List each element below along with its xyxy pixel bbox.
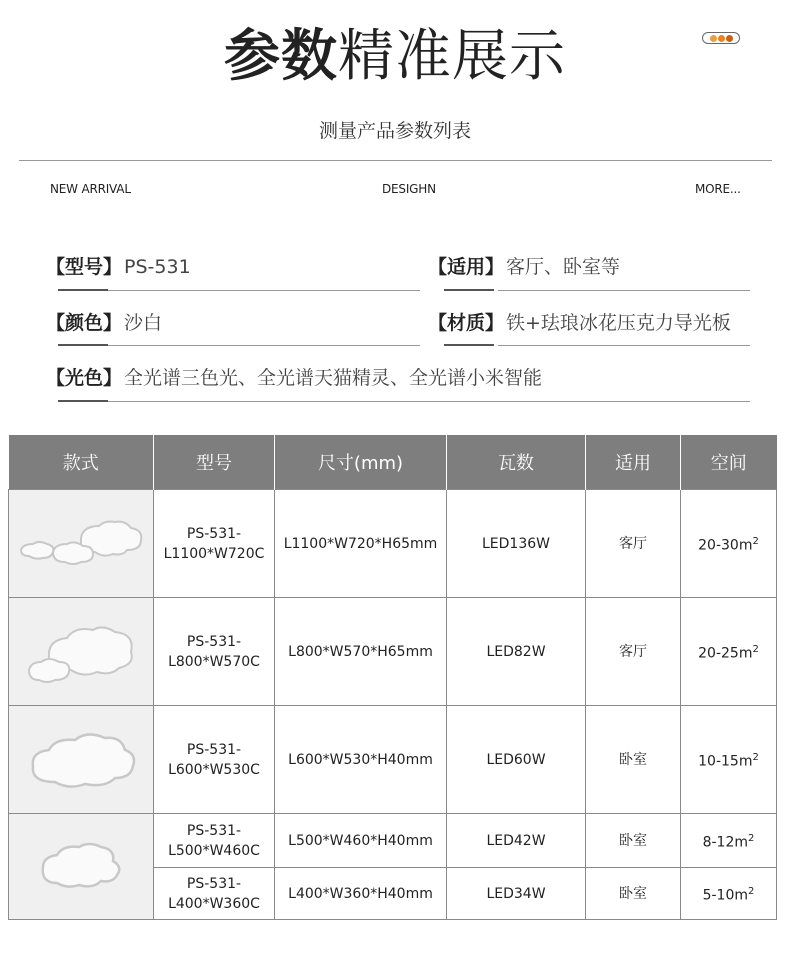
spec-light-key: 【光色】 xyxy=(46,367,123,389)
model-line: L400*W360C xyxy=(168,895,260,912)
space-cell xyxy=(681,706,777,814)
spec-light xyxy=(46,363,542,390)
product-image xyxy=(9,598,154,706)
model-cell xyxy=(154,706,275,814)
divider xyxy=(19,160,772,161)
page-title xyxy=(0,22,790,92)
space-value: 5-10m xyxy=(702,887,749,904)
cloud-lamp-image xyxy=(11,494,151,594)
usage-cell: 客厅 xyxy=(586,598,681,706)
spec-usage xyxy=(428,252,620,279)
model-line: L800*W570C xyxy=(168,653,260,670)
model-line: PS-531- xyxy=(186,822,242,839)
subtitle: 测量产品参数列表 xyxy=(318,120,471,142)
model-cell xyxy=(154,814,275,868)
table-row xyxy=(9,598,777,706)
size-cell: L400*W360*H40mm xyxy=(275,868,447,920)
col-header-model: 型号 xyxy=(154,435,275,490)
divider xyxy=(108,345,420,346)
space-unit: 2 xyxy=(752,535,759,547)
divider xyxy=(444,289,494,291)
divider xyxy=(58,344,108,346)
usage-cell: 卧室 xyxy=(586,868,681,920)
model-line: L500*W460C xyxy=(168,842,260,859)
title-bold: 参数 xyxy=(224,24,338,89)
wattage-cell: LED136W xyxy=(447,490,586,598)
space-unit: 2 xyxy=(748,832,755,844)
wattage-cell: LED60W xyxy=(447,706,586,814)
product-image xyxy=(9,706,154,814)
spec-usage-value: 客厅、卧室等 xyxy=(506,256,621,278)
space-value: 10-15m xyxy=(698,753,753,770)
space-unit: 2 xyxy=(748,885,755,897)
model-line: PS-531- xyxy=(186,633,242,650)
cloud-lamp-image xyxy=(11,710,151,810)
divider xyxy=(58,289,108,291)
col-header-wattage: 瓦数 xyxy=(447,435,586,490)
divider xyxy=(498,345,750,346)
cloud-lamp-image xyxy=(11,817,151,917)
space-cell xyxy=(681,490,777,598)
spec-model xyxy=(46,252,191,279)
title-light: 精准展示 xyxy=(338,24,566,89)
model-line: PS-531- xyxy=(186,741,242,758)
space-cell xyxy=(681,868,777,920)
spec-light-value: 全光谱三色光、全光谱天猫精灵、全光谱小米智能 xyxy=(124,367,543,389)
wattage-cell: LED34W xyxy=(447,868,586,920)
spec-color xyxy=(46,308,162,335)
nav-new-arrival[interactable]: NEW ARRIVAL xyxy=(50,182,131,196)
table-row xyxy=(9,706,777,814)
col-header-usage: 适用 xyxy=(586,435,681,490)
space-value: 20-30m xyxy=(698,537,753,554)
divider xyxy=(108,290,420,291)
decorative-dots-icon xyxy=(702,32,740,44)
nav-more[interactable]: MORE... xyxy=(695,182,741,196)
size-cell: L500*W460*H40mm xyxy=(275,814,447,868)
space-cell xyxy=(681,598,777,706)
usage-cell: 客厅 xyxy=(586,490,681,598)
spec-model-value: PS-531 xyxy=(124,256,191,278)
table-header-row xyxy=(9,435,777,490)
spec-material-key: 【材质】 xyxy=(428,312,505,334)
nav-design[interactable]: DESIGHN xyxy=(382,182,436,196)
model-line: L600*W530C xyxy=(168,761,260,778)
table-row xyxy=(9,490,777,598)
cloud-lamp-image xyxy=(11,602,151,702)
model-line: L1100*W720C xyxy=(163,545,265,562)
space-value: 20-25m xyxy=(698,645,753,662)
model-line: PS-531- xyxy=(186,875,242,892)
divider xyxy=(444,344,494,346)
model-cell xyxy=(154,868,275,920)
space-value: 8-12m xyxy=(702,834,749,851)
spec-color-value: 沙白 xyxy=(124,312,163,334)
divider xyxy=(108,401,750,402)
model-cell xyxy=(154,490,275,598)
parameter-table xyxy=(8,435,777,920)
divider xyxy=(58,400,108,402)
size-cell: L600*W530*H40mm xyxy=(275,706,447,814)
product-image xyxy=(9,490,154,598)
spec-material-value: 铁+珐琅冰花压克力导光板 xyxy=(506,312,731,334)
size-cell: L1100*W720*H65mm xyxy=(275,490,447,598)
product-image xyxy=(9,814,154,920)
size-cell: L800*W570*H65mm xyxy=(275,598,447,706)
col-header-space: 空间 xyxy=(681,435,777,490)
space-unit: 2 xyxy=(752,643,759,655)
usage-cell: 卧室 xyxy=(586,706,681,814)
spec-material xyxy=(428,308,731,335)
spec-usage-key: 【适用】 xyxy=(428,256,505,278)
model-line: PS-531- xyxy=(186,525,242,542)
table-row xyxy=(9,814,777,868)
col-header-size: 尺寸(mm) xyxy=(275,435,447,490)
usage-cell: 卧室 xyxy=(586,814,681,868)
col-header-style: 款式 xyxy=(9,435,154,490)
model-cell xyxy=(154,598,275,706)
wattage-cell: LED82W xyxy=(447,598,586,706)
divider xyxy=(498,290,750,291)
spec-color-key: 【颜色】 xyxy=(46,312,123,334)
spec-model-key: 【型号】 xyxy=(46,256,123,278)
wattage-cell: LED42W xyxy=(447,814,586,868)
space-cell xyxy=(681,814,777,868)
space-unit: 2 xyxy=(752,751,759,763)
